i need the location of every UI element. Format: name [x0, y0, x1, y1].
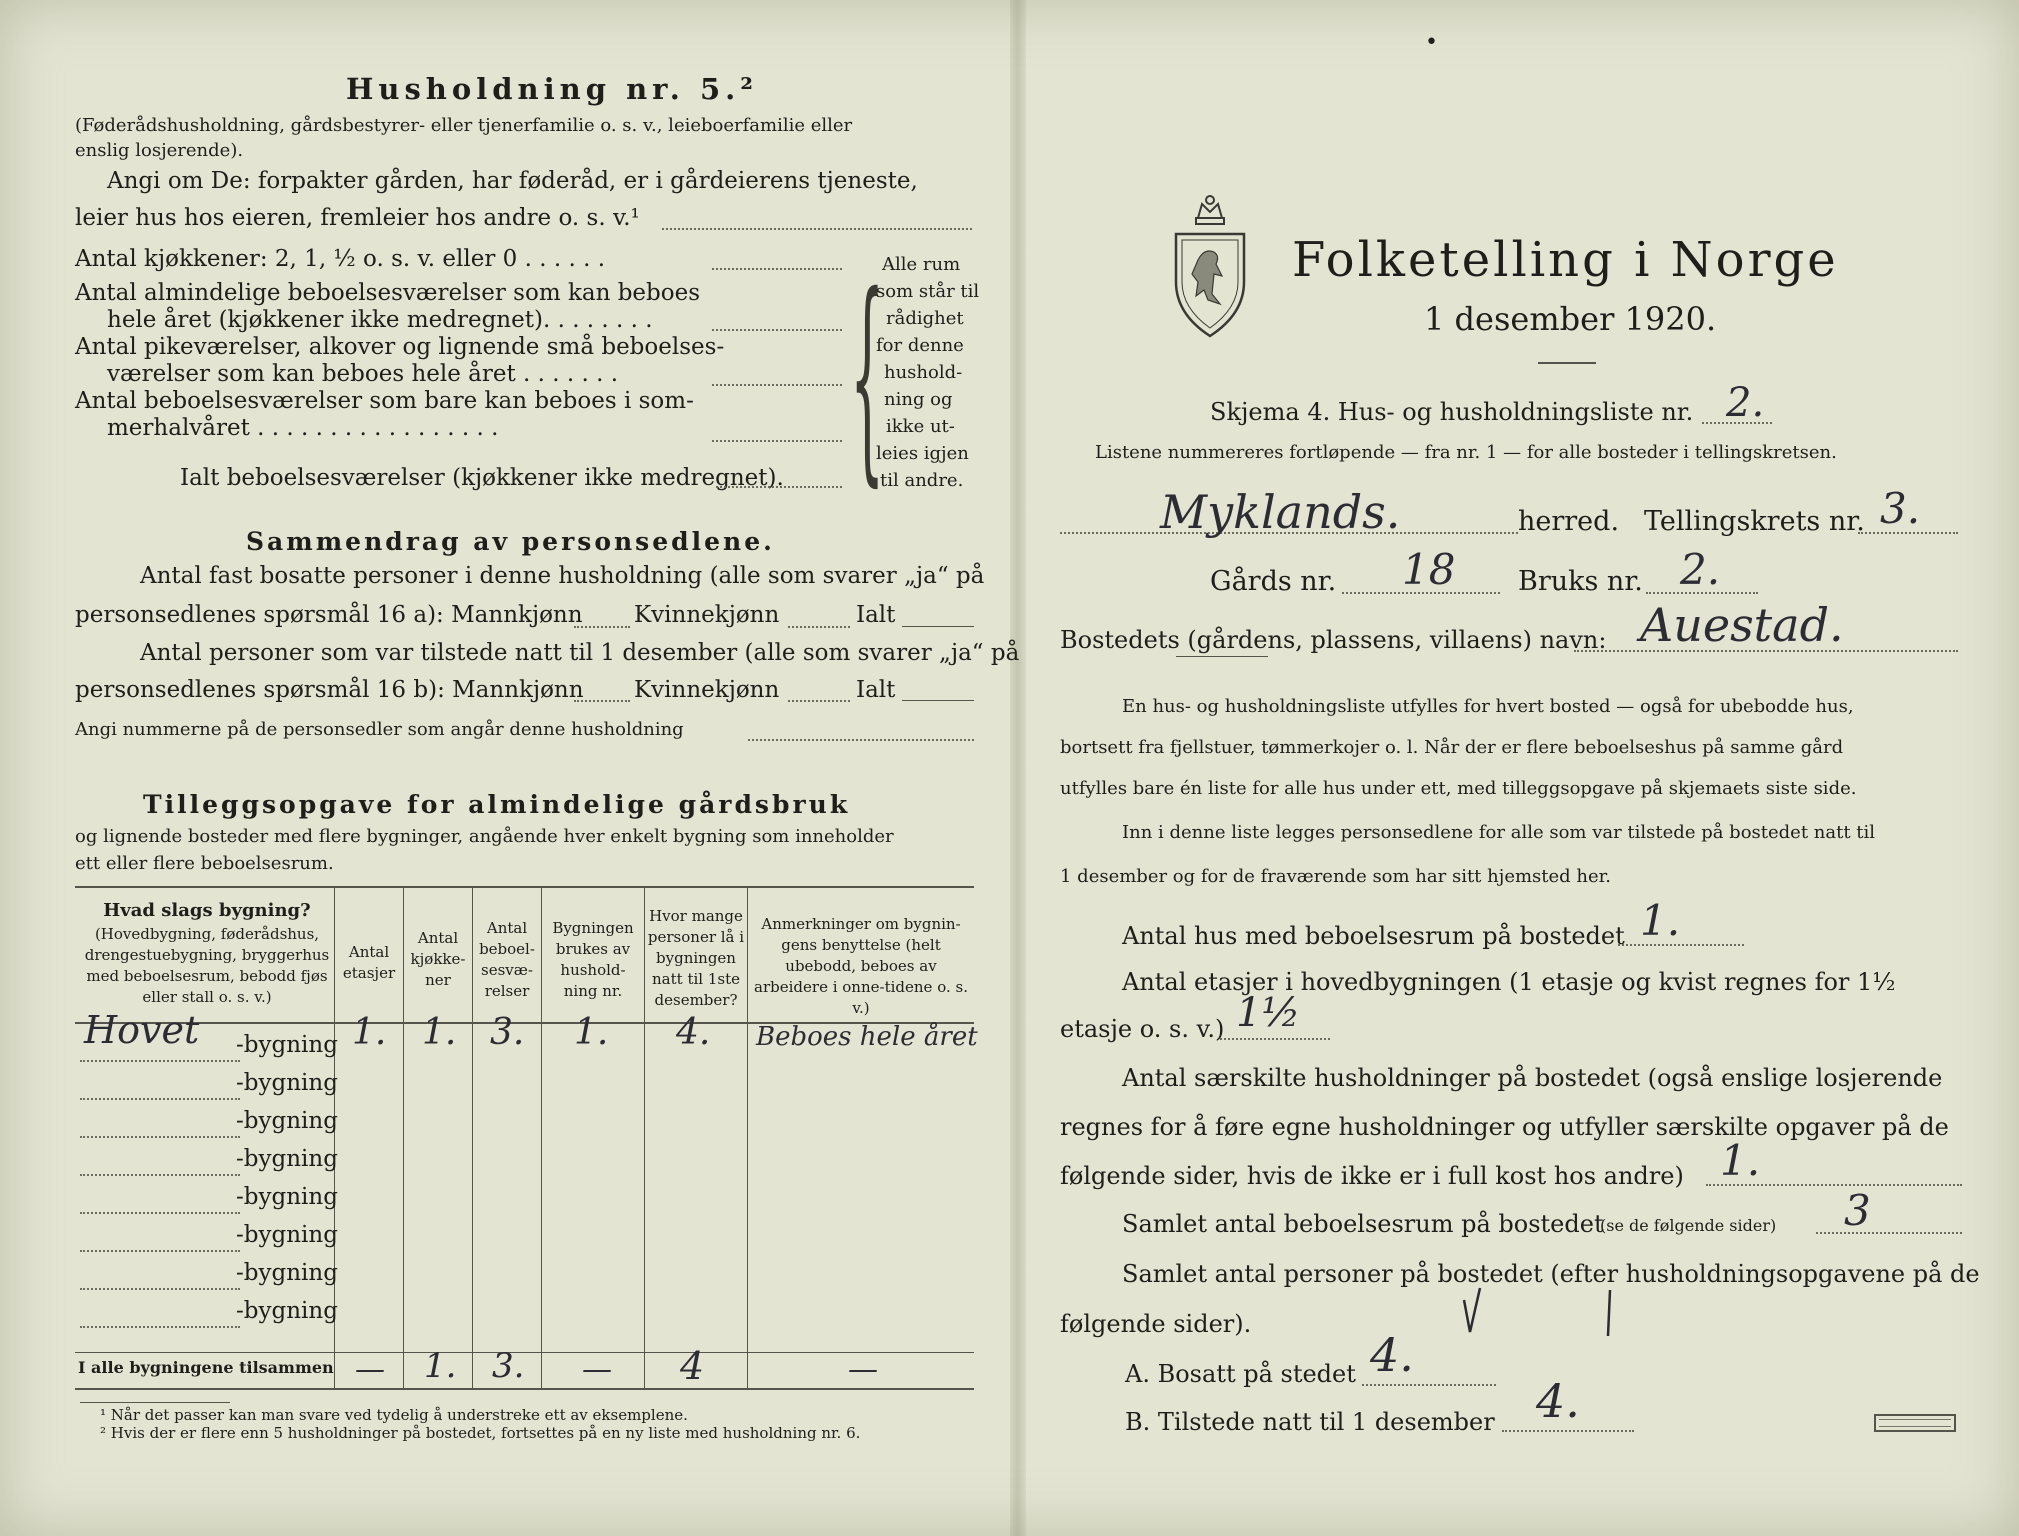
total-kitchens: 1. — [424, 1346, 457, 1386]
rooms-ordinary-2: hele året (kjøkkener ikke medregnet). . . . . . . . — [107, 307, 653, 333]
rooms-brace: { — [850, 248, 885, 507]
summary-line-2: personsedlenes spørsmål 16 a): Mannkjønn — [75, 602, 583, 628]
fill-line — [788, 626, 850, 628]
page-fold — [1010, 0, 1026, 1536]
herred-label: herred. — [1518, 506, 1620, 537]
building-suffix: -bygning — [236, 1108, 338, 1134]
rooms-maid-2: værelser som kan beboes hele året . . . . . . . — [107, 361, 619, 387]
schema-label: Skjema 4. Hus- og husholdningsliste nr. — [1210, 398, 1694, 426]
q-b-label: B. Tilstede natt til 1 desember — [1125, 1408, 1495, 1436]
footnote-2: ² Hvis der er flere enn 5 husholdninger på bostedet, fortsettes på en ny liste med husholdning nr. 6. — [100, 1424, 861, 1442]
rooms-summer-2: merhalvåret . . . . . . . . . . . . . . . . . — [107, 415, 499, 441]
census-title: Folketelling i Norge — [1292, 232, 1839, 288]
summary-line-3: Antal personer som var tilstede natt til 1 desember (alle som svarer „ja“ på — [140, 640, 1020, 666]
total-label: I alle bygningene tilsammen — [78, 1358, 334, 1377]
q-b-value: 4. — [1536, 1374, 1580, 1428]
header-building-type-note: (Hovedbygning, føderådshus, drengestuebygning, bryggerhus med beboelsesrum, bebodd fjøs eller stall o. s. v.) — [84, 925, 330, 1006]
fill-line — [1502, 1430, 1634, 1432]
building-suffix: -bygning — [236, 1184, 338, 1210]
total-persons: 4 — [680, 1344, 705, 1388]
header-kitchens: Antal kjøkke-ner — [410, 929, 466, 989]
krets-value: 3. — [1880, 484, 1921, 533]
summary-total-1: Ialt — [856, 602, 896, 628]
q-hus-label: Antal hus med beboelsesrum på bostedet — [1122, 922, 1625, 950]
bosted-label: Bostedets (gårdens, plassens, villaens) navn: — [1060, 626, 1607, 654]
q-rum-label: Samlet antal beboelsesrum på bostedet — [1122, 1210, 1604, 1238]
building-suffix: -bygning — [236, 1298, 338, 1324]
footnote-rule — [80, 1402, 230, 1403]
rooms-total: Ialt beboelsesværelser (kjøkkener ikke medregnet). — [180, 465, 784, 491]
schema-number: 2. — [1726, 380, 1765, 426]
gards-value: 18 — [1402, 545, 1456, 594]
q-husholdninger-label-2: regnes for å føre egne husholdninger og utfyller særskilte opgaver på de — [1060, 1113, 1949, 1141]
q-husholdninger-label-3: følgende sider, hvis de ikke er i full kost hos andre) — [1060, 1162, 1684, 1190]
intro-line-2: enslig losjerende). — [75, 140, 244, 161]
total-household: — — [582, 1352, 612, 1387]
summary-numbers-line: Angi nummerne på de personsedler som angår denne husholdning — [75, 719, 684, 740]
fill-line — [712, 440, 842, 442]
q-etasjer-label-2: etasje o. s. v.) — [1060, 1015, 1225, 1043]
q-a-label: A. Bosatt på stedet — [1125, 1360, 1356, 1388]
q-a-value: 4. — [1370, 1328, 1414, 1382]
intro-line-1: (Føderådshusholdning, gårdsbestyrer- eller tjenerfamilie o. s. v., leieboerfamilie eller — [75, 115, 853, 136]
q-husholdninger-label-1: Antal særskilte husholdninger på bostedet (også enslige losjerende — [1122, 1064, 1943, 1092]
building-suffix: -bygning — [236, 1146, 338, 1172]
krets-label: Tellingskrets nr. — [1644, 506, 1865, 537]
addendum-text-2: ett eller flere beboelsesrum. — [75, 853, 334, 874]
building-suffix: -bygning — [236, 1222, 338, 1248]
bruks-value: 2. — [1680, 545, 1721, 594]
fill-line — [788, 700, 850, 702]
table-cell: 1. — [574, 1012, 609, 1053]
fill-line — [1618, 944, 1744, 946]
summary-total-2: Ialt — [856, 677, 896, 703]
instructions-3: utfylles bare én liste for alle hus under ett, med tilleggsopgave på skjemaets siste side. — [1060, 778, 1857, 799]
fill-line — [574, 700, 630, 702]
fill-line — [1220, 1038, 1330, 1040]
summary-line-4: personsedlenes spørsmål 16 b): Mannkjønn — [75, 677, 584, 703]
census-date: 1 desember 1920. — [1424, 300, 1717, 338]
intro-line-3: Angi om De: forpakter gården, har føderåd, er i gårdeierens tjeneste, — [107, 168, 918, 194]
rooms-maid-1: Antal pikeværelser, alkover og lignende små beboelses- — [75, 334, 725, 360]
table-cell: 1. — [352, 1012, 387, 1053]
household-title: Husholdning nr. 5.² — [346, 72, 758, 106]
q-personer-label-2: følgende sider). — [1060, 1310, 1252, 1338]
bosted-value: Auestad. — [1640, 598, 1844, 652]
fill-line — [574, 626, 630, 628]
fill-line — [1362, 1384, 1496, 1386]
instructions-1: En hus- og husholdningsliste utfylles for hvert bosted — også for ubebodde hus, — [1122, 696, 1854, 717]
fill-line — [902, 700, 974, 701]
table-cell: 4. — [676, 1012, 711, 1053]
building-suffix: -bygning — [236, 1260, 338, 1286]
intro-line-4: leier hus hos eieren, fremleier hos andre o. s. v.¹ — [75, 205, 640, 231]
instructions-4: Inn i denne liste legges personsedlene for alle som var tilstede på bostedet natt til — [1122, 822, 1876, 843]
header-household-nr: Bygningen brukes av hushold-ning nr. — [552, 919, 634, 1000]
total-rooms: 3. — [492, 1346, 525, 1386]
fill-line — [1816, 1232, 1962, 1234]
fill-line — [662, 228, 972, 230]
title-rule — [1538, 362, 1596, 364]
bruks-label: Bruks nr. — [1518, 566, 1643, 597]
fill-line — [716, 486, 842, 488]
q-hus-value: 1. — [1640, 896, 1681, 945]
building-suffix: -bygning — [236, 1032, 338, 1058]
q-rum-value: 3 — [1844, 1186, 1871, 1235]
building-name: Hovet — [84, 1008, 200, 1052]
fill-line — [712, 384, 842, 386]
gards-label: Gårds nr. — [1210, 566, 1337, 597]
header-rooms: Antal beboel-sesvæ-relser — [479, 919, 535, 1000]
q-personer-label-1: Samlet antal personer på bostedet (efter husholdningsopgavene på de — [1122, 1260, 1980, 1288]
addendum-text-1: og lignende bosteder med flere bygninger, angående hver enkelt bygning som inneholder — [75, 826, 894, 847]
table-cell: 3. — [490, 1012, 525, 1053]
gardens-underline — [1176, 656, 1268, 657]
header-remarks: Anmerkninger om bygnin-gens benyttelse (helt ubebodd, beboes av arbeidere i onne-tidene o. s. v.) — [754, 915, 968, 1017]
q-etasjer-value: 1½ — [1236, 990, 1301, 1036]
footnote-1: ¹ Når det passer kan man svare ved tydelig å understreke ett av eksemplene. — [100, 1406, 688, 1424]
numbering-note: Listene nummereres fortløpende — fra nr. 1 — for alle bosteder i tellingskretsen. — [1095, 442, 1837, 463]
rooms-ordinary-1: Antal almindelige beboelsesværelser som kan beboes — [75, 280, 701, 306]
instructions-5: 1 desember og for de fraværende som har sitt hjemsted her. — [1060, 866, 1611, 887]
rooms-summer-1: Antal beboelsesværelser som bare kan beboes i som- — [75, 388, 694, 414]
q-etasjer-label-1: Antal etasjer i hovedbygningen (1 etasje og kvist regnes for 1½ — [1122, 968, 1896, 996]
header-persons: Hvor mange personer lå i bygningen natt til 1ste desember? — [647, 907, 745, 1009]
header-building-type: Hvad slags bygning? — [103, 900, 311, 921]
building-suffix: -bygning — [236, 1070, 338, 1096]
norway-coat-of-arms-icon — [1168, 190, 1252, 340]
total-floors: — — [355, 1352, 385, 1387]
summary-female-2: Kvinnekjønn — [634, 677, 780, 703]
q-husholdninger-value: 1. — [1720, 1136, 1761, 1185]
fill-line — [712, 329, 842, 331]
header-floors: Antal etasjer — [342, 943, 396, 982]
table-cell: 1. — [422, 1012, 457, 1053]
summary-line-1: Antal fast bosatte personer i denne husholdning (alle som svarer „ja“ på — [140, 563, 985, 589]
table-cell: Beboes hele året — [756, 1022, 978, 1052]
herred-value: Myklands. — [1160, 485, 1401, 539]
rooms-kitchens: Antal kjøkkener: 2, 1, ½ o. s. v. eller 0 . . . . . . — [75, 246, 606, 272]
fill-line — [902, 626, 974, 627]
printer-stamp — [1874, 1414, 1956, 1432]
ink-dot: • — [1425, 30, 1438, 55]
check-marks-icon — [1450, 1270, 1630, 1360]
fill-line — [712, 268, 842, 270]
addendum-title: Tilleggsopgave for almindelige gårdsbruk — [143, 790, 851, 819]
fill-line — [748, 739, 974, 741]
total-remarks: — — [848, 1352, 878, 1387]
summary-female-1: Kvinnekjønn — [634, 602, 780, 628]
instructions-2: bortsett fra fjellstuer, tømmerkojer o. l. Når der er flere beboelseshus på samme gård — [1060, 737, 1844, 758]
census-form-spread: Husholdning nr. 5.² (Føderådshusholdning, gårdsbestyrer- eller tjenerfamilie o. s. v., leieboerfamilie eller enslig losjerende). Angi om De: forpakter gården, har føderåd, er i gårdeierens tjeneste, leier hus hos eieren, fremleier hos andre o. s. v.¹ Antal kjøkkener: 2, 1, ½ o. s. v. eller 0 . . . . . . Antal almindelige beboelsesværelser som kan beboes hele året (kjøkkener ikke medregnet). . . . . . . . Antal pikeværelser, alkover og lignende små beboelses- værelser som kan beboes hele året . . . . . . . Antal beboelsesværelser som bare kan beboes i som- merhalvåret . . . . . . . . . . . . . . . . . Ialt beboelsesværelser (kjøkkener ikke medregnet). { Alle rum som står til rådighet for denne hushold- ning og ikke ut- leies igjen til andre. Sammendrag av personsedlene. Antal fast bosatte personer i denne husholdning (alle som svarer „ja“ på personsedlenes spørsmål 16 a): Mannkjønn Kvinnekjønn Ialt Antal personer som var tilstede natt til 1 desember (alle som svarer „ja“ på personsedlenes spørsmål 16 b): Mannkjønn Kvinnekjønn Ialt Angi nummerne på de personsedler som angår denne husholdning Tilleggsopgave for almindelige gårdsbruk og lignende bosteder med flere bygninger, angående hver enkelt bygning som inneholder ett eller flere beboelsesrum. Hvad slags bygning? (Hovedbygning, føderådshus, drengestuebygning, bryggerhus med beboelsesrum, bebodd fjøs eller stall o. s. v.) Antal etasjer Antal kjøkke-ner Antal beboel-sesvæ-relser Bygningen brukes av hushold-ning nr. Hvor mange personer lå i bygningen natt til 1ste desember? Anmerkninger om bygnin-gens benyttelse (helt ubebodd, beboes av arbeidere i onne-tidene o. s. v.) Hovet -bygning 1. 1. 3. 1. 4. Beboes hele året -bygning -bygning -bygning -bygning -bygning -bygning -bygning I alle bygningene tilsammen — 1. 3. — 4 — ¹ Når det passer kan man svare ved tydelig å understreke ett av eksemplene. ² Hvis der er flere enn 5 husholdninger på bostedet, fortsettes på en ny liste med husholdning nr. 6. • Folketelling i Norge 1 desember 1920. Skjema 4. Hus- og husholdningsliste nr. 2. Listene nummereres fortløpende — fra nr. 1 — for alle bosteder i tellingskretsen. Myklands. herred. Tellingskrets nr. 3. Gårds nr. 18 Bruks nr. 2. Bostedets (gårdens, plassens, villaens) navn: Auestad. En hus- og husholdningsliste utfylles for hvert bosted — også for ubebodde hus, bortsett fra fjellstuer, tømmerkojer o. l. Når der er flere beboelseshus på samme gård utfylles bare én liste for alle hus under ett, med tilleggsopgave på skjemaets siste side. Inn i denne liste legges personsedlene for alle som var tilstede på bostedet natt til 1 desember og for de fraværende som har sitt hjemsted her. Antal hus med beboelsesrum på bostedet 1. Antal etasjer i hovedbygningen (1 etasje og kvist regnes for 1½ etasje o. s. v.) 1½ Antal særskilte husholdninger på bostedet (også enslige losjerende regnes for å føre egne husholdninger og utfyller særskilte opgaver på de følgende sider, hvis de ikke er i full kost hos andre) 1. Samlet antal beboelsesrum på bostedet (se de følgende sider) 3 Samlet antal personer på bostedet (efter husholdningsopgavene på de følgende sider). A. Bosatt på stedet 4. B. Tilstede natt til 1 desember 4. — [0, 0, 2019, 1536]
q-rum-note: (se de følgende sider) — [1600, 1216, 1777, 1235]
summary-title: Sammendrag av personsedlene. — [246, 527, 775, 556]
